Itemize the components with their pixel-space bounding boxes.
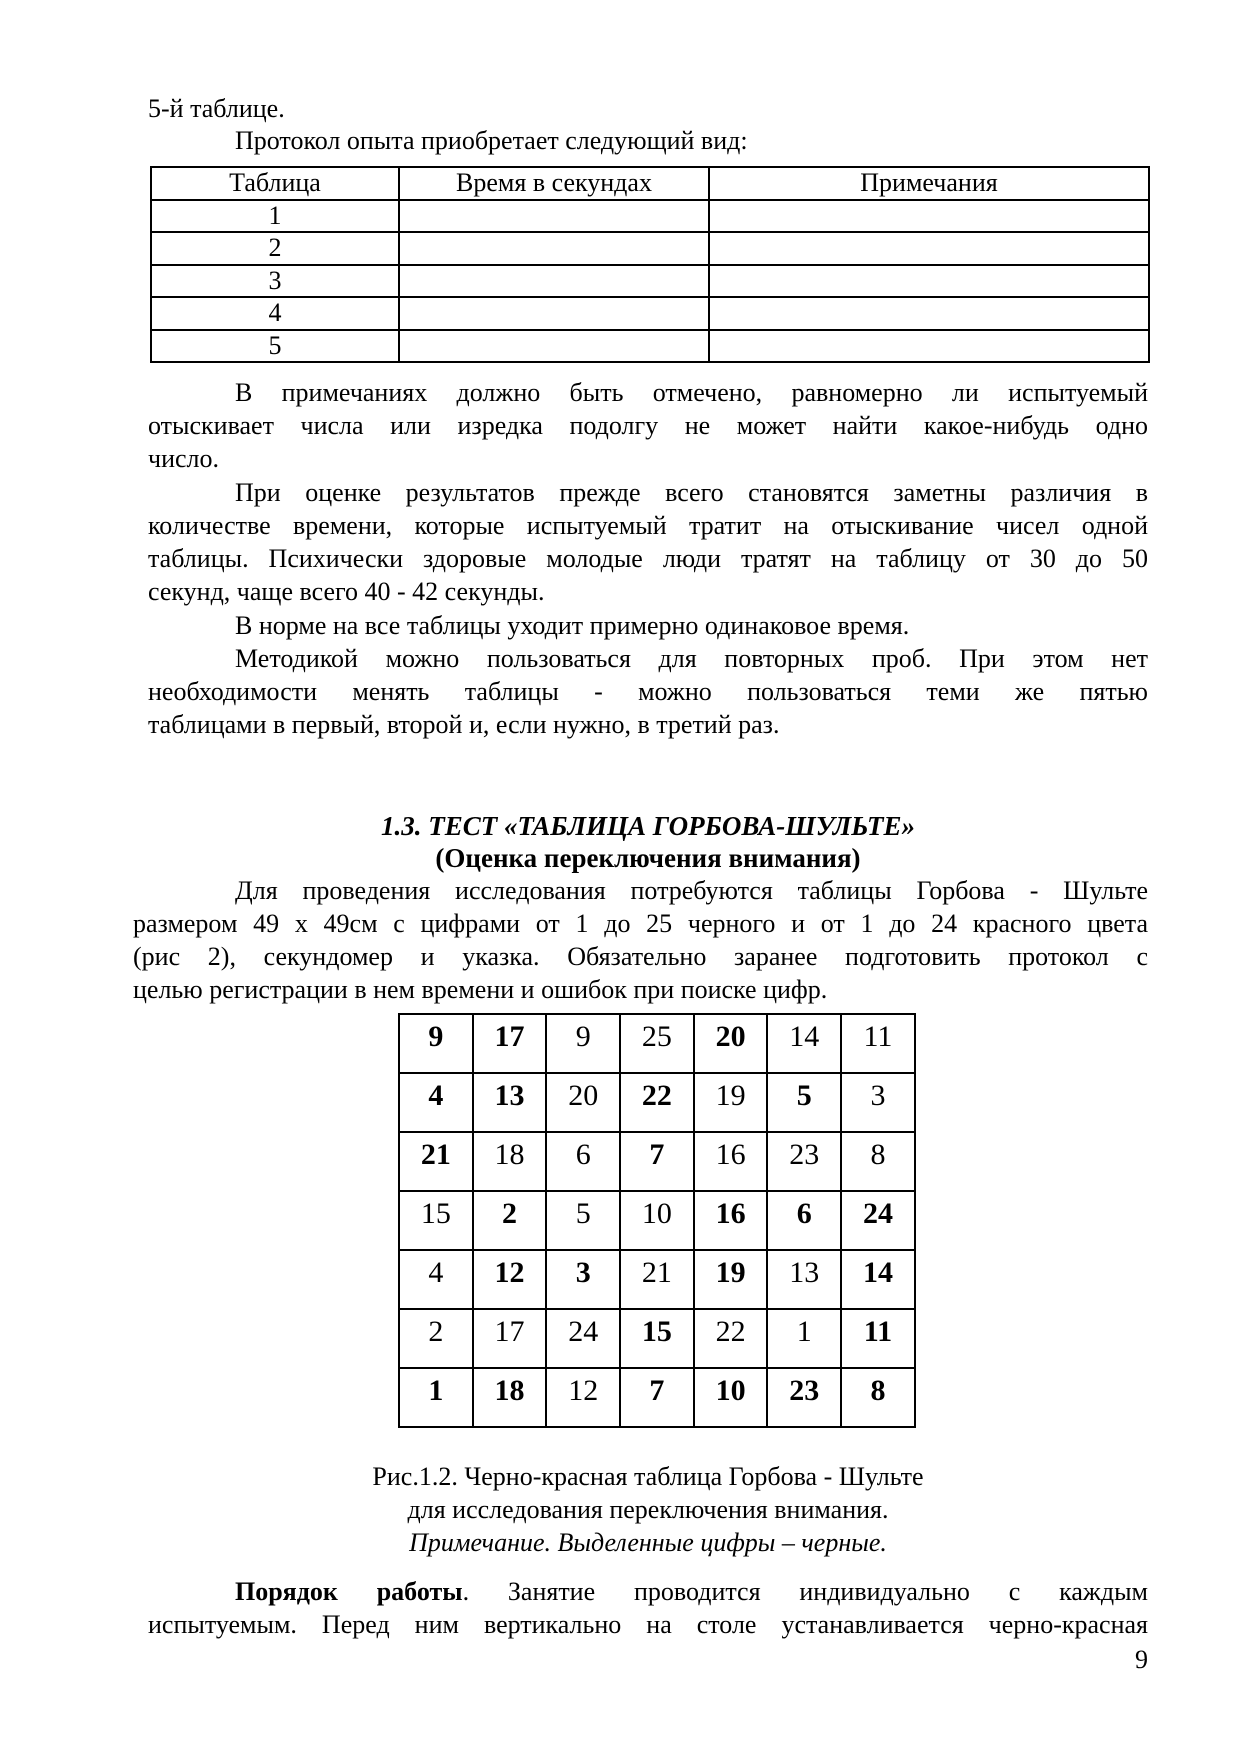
figure-note: Примечание. Выделенные цифры – черные. bbox=[409, 1528, 887, 1557]
grid-cell-red: 21 bbox=[620, 1250, 694, 1309]
text-line bbox=[235, 1577, 1148, 1607]
text-line: количестве времени, которые испытуемый тратит на отыскивание чисел одной bbox=[148, 511, 1148, 540]
text-line: Методикой можно пользоваться для повторных проб. При этом нет bbox=[235, 644, 1148, 673]
grid-cell-black: 1 bbox=[399, 1368, 473, 1427]
grid-cell-red: 3 bbox=[841, 1073, 915, 1132]
grid-cell-black: 12 bbox=[473, 1250, 547, 1309]
protocol-header-row bbox=[151, 167, 1149, 200]
notes-cell bbox=[709, 265, 1149, 298]
grid-cell-red: 5 bbox=[546, 1191, 620, 1250]
figure-caption-line2: для исследования переключения внимания. bbox=[407, 1495, 889, 1524]
grid-cell-black: 7 bbox=[620, 1368, 694, 1427]
grid-cell-red: 6 bbox=[546, 1132, 620, 1191]
header-notes: Примечания bbox=[709, 167, 1149, 200]
procedure-lead: Порядок работы bbox=[235, 1577, 463, 1606]
protocol-table bbox=[150, 166, 1150, 363]
grid-cell-red: 9 bbox=[546, 1014, 620, 1073]
grid-cell-red: 19 bbox=[694, 1073, 768, 1132]
table-number-cell: 2 bbox=[151, 232, 399, 265]
text-line: В примечаниях должно быть отмечено, равномерно ли испытуемый bbox=[235, 378, 1148, 407]
grid-cell-black: 3 bbox=[546, 1250, 620, 1309]
grid-row bbox=[399, 1132, 915, 1191]
time-cell bbox=[399, 200, 709, 233]
text-line: Для проведения исследования потребуются таблицы Горбова - Шульте bbox=[235, 876, 1148, 905]
text-line: испытуемым. Перед ним вертикально на столе устанавливается черно-красная bbox=[148, 1610, 1148, 1639]
grid-cell-red: 2 bbox=[399, 1309, 473, 1368]
grid-cell-black: 4 bbox=[399, 1073, 473, 1132]
grid-cell-red: 22 bbox=[694, 1309, 768, 1368]
procedure-text: Занятие проводится индивидуально с каждым bbox=[469, 1577, 1148, 1606]
grid-cell-black: 2 bbox=[473, 1191, 547, 1250]
grid-cell-black: 11 bbox=[841, 1309, 915, 1368]
procedure-lead-punct: . bbox=[462, 1577, 470, 1606]
notes-cell bbox=[709, 330, 1149, 363]
grid-cell-black: 10 bbox=[694, 1368, 768, 1427]
time-cell bbox=[399, 330, 709, 363]
grid-cell-black: 5 bbox=[767, 1073, 841, 1132]
grid-row bbox=[399, 1191, 915, 1250]
grid-cell-black: 19 bbox=[694, 1250, 768, 1309]
grid-cell-red: 12 bbox=[546, 1368, 620, 1427]
grid-cell-black: 22 bbox=[620, 1073, 694, 1132]
time-cell bbox=[399, 297, 709, 330]
notes-cell bbox=[709, 232, 1149, 265]
grid-cell-black: 16 bbox=[694, 1191, 768, 1250]
intro-line: 5-й таблице. bbox=[148, 94, 285, 123]
text-line: число. bbox=[148, 444, 220, 473]
header-time: Время в секундах bbox=[399, 167, 709, 200]
grid-cell-red: 23 bbox=[767, 1132, 841, 1191]
grid-cell-black: 15 bbox=[620, 1309, 694, 1368]
notes-cell bbox=[709, 297, 1149, 330]
time-cell bbox=[399, 265, 709, 298]
table-row bbox=[151, 265, 1149, 298]
table-row bbox=[151, 232, 1149, 265]
grid-cell-black: 7 bbox=[620, 1132, 694, 1191]
grid-cell-red: 4 bbox=[399, 1250, 473, 1309]
grid-cell-black: 20 bbox=[694, 1014, 768, 1073]
table-number-cell: 1 bbox=[151, 200, 399, 233]
text-line: (рис 2), секундомер и указка. Обязательно заранее подготовить протокол с bbox=[133, 942, 1148, 971]
text-line: необходимости менять таблицы - можно пользоваться теми же пятью bbox=[148, 677, 1148, 706]
grid-cell-black: 8 bbox=[841, 1368, 915, 1427]
grid-cell-red: 24 bbox=[546, 1309, 620, 1368]
time-cell bbox=[399, 232, 709, 265]
figure-caption: Рис.1.2. Черно-красная таблица Горбова - Шульте bbox=[372, 1462, 924, 1491]
table-row bbox=[151, 297, 1149, 330]
grid-cell-red: 16 bbox=[694, 1132, 768, 1191]
grid-cell-black: 24 bbox=[841, 1191, 915, 1250]
grid-cell-red: 15 bbox=[399, 1191, 473, 1250]
text-line: целью регистрации в нем времени и ошибок при поиске цифр. bbox=[133, 975, 828, 1004]
grid-cell-red: 14 bbox=[767, 1014, 841, 1073]
grid-row bbox=[399, 1309, 915, 1368]
grid-cell-red: 1 bbox=[767, 1309, 841, 1368]
header-table: Таблица bbox=[151, 167, 399, 200]
grid-cell-black: 9 bbox=[399, 1014, 473, 1073]
grid-cell-red: 10 bbox=[620, 1191, 694, 1250]
notes-cell bbox=[709, 200, 1149, 233]
text-line: отыскивает числа или изредка подолгу не может найти какое-нибудь одно bbox=[148, 411, 1148, 440]
table-row bbox=[151, 330, 1149, 363]
grid-cell-red: 25 bbox=[620, 1014, 694, 1073]
text-line: При оценке результатов прежде всего становятся заметны различия в bbox=[235, 478, 1148, 507]
grid-cell-black: 18 bbox=[473, 1368, 547, 1427]
grid-cell-red: 18 bbox=[473, 1132, 547, 1191]
table-number-cell: 3 bbox=[151, 265, 399, 298]
grid-cell-red: 20 bbox=[546, 1073, 620, 1132]
protocol-intro: Протокол опыта приобретает следующий вид: bbox=[235, 126, 748, 155]
page-number: 9 bbox=[1135, 1645, 1148, 1674]
grid-row bbox=[399, 1073, 915, 1132]
grid-cell-red: 11 bbox=[841, 1014, 915, 1073]
grid-row bbox=[399, 1014, 915, 1073]
grid-cell-black: 6 bbox=[767, 1191, 841, 1250]
grid-cell-black: 21 bbox=[399, 1132, 473, 1191]
grid-cell-black: 23 bbox=[767, 1368, 841, 1427]
text-line: размером 49 х 49см с цифрами от 1 до 25 черного и от 1 до 24 красного цвета bbox=[133, 909, 1148, 938]
section-subtitle: (Оценка переключения внимания) bbox=[435, 843, 861, 873]
text-line: секунд, чаще всего 40 - 42 секунды. bbox=[148, 577, 545, 606]
grid-cell-black: 14 bbox=[841, 1250, 915, 1309]
text-line: таблицы. Психически здоровые молодые люди тратят на таблицу от 30 до 50 bbox=[148, 544, 1148, 573]
grid-cell-black: 17 bbox=[473, 1014, 547, 1073]
table-number-cell: 5 bbox=[151, 330, 399, 363]
table-number-cell: 4 bbox=[151, 297, 399, 330]
grid-row bbox=[399, 1368, 915, 1427]
text-line: В норме на все таблицы уходит примерно одинаковое время. bbox=[235, 611, 910, 640]
grid-row bbox=[399, 1250, 915, 1309]
text-line: таблицами в первый, второй и, если нужно, в третий раз. bbox=[148, 710, 780, 739]
grid-cell-red: 8 bbox=[841, 1132, 915, 1191]
grid-cell-red: 17 bbox=[473, 1309, 547, 1368]
section-title: 1.3. ТЕСТ «ТАБЛИЦА ГОРБОВА-ШУЛЬТЕ» bbox=[380, 811, 915, 841]
schulte-table bbox=[398, 1013, 916, 1428]
table-row bbox=[151, 200, 1149, 233]
grid-cell-red: 13 bbox=[767, 1250, 841, 1309]
grid-cell-black: 13 bbox=[473, 1073, 547, 1132]
